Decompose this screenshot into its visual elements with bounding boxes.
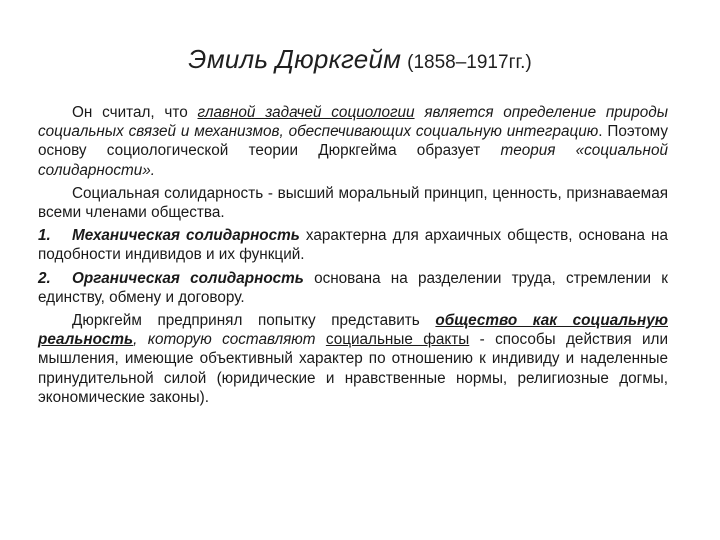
- paragraph-solidarity: [38, 184, 668, 222]
- slide-body: [38, 103, 668, 407]
- list-term: Механическая солидарность: [72, 227, 300, 245]
- title-years: (1858–1917гг.): [407, 52, 532, 73]
- p1-theory: теория «социальной солидарности»: [38, 142, 668, 179]
- paragraph-main-task: [38, 103, 668, 180]
- list-item-organic: [38, 269, 668, 307]
- p5-social-facts: социальные факты: [325, 331, 470, 349]
- p5-mid: , которую составляют: [133, 331, 326, 349]
- p1-lead: Он считал, что: [72, 104, 198, 121]
- p1-main-task-term: главной задачей социологии: [197, 104, 415, 121]
- list-item-mechanical: [38, 226, 668, 264]
- p5-social-reality-term: общество как социальную реальность: [38, 312, 668, 349]
- title-name: Эмиль Дюркгейм: [188, 44, 402, 74]
- p1-end: .: [150, 161, 156, 179]
- paragraph-social-reality: [38, 311, 668, 407]
- list-number: 2.: [38, 269, 51, 287]
- p1-normal: . Поэтому основу социологической теории Дюркгейма образует: [38, 123, 668, 160]
- p1-definition: является определение природы социальных связей и механизмов, обеспечивающих социальную интеграцию: [38, 104, 669, 141]
- list-text: характерна для архаичных обществ, основана на подобности индивидов и их функций.: [38, 227, 668, 264]
- list-text: основана на разделении труда, стремлении к единству, обмену и договору.: [38, 269, 668, 306]
- p5-tail: - способы действия или мышления, имеющие объективный характер по отношению к индивиду и наделенные принудительной силой (юридические и нравственные нормы, религиозные догмы, экономические законы).: [38, 331, 668, 406]
- slide-title: [0, 44, 720, 75]
- list-number: 1.: [38, 227, 51, 245]
- p2-text: Социальная солидарность - высший моральный принцип, ценность, признаваемая всеми членами общества.: [38, 184, 668, 222]
- list-term: Органическая солидарность: [72, 269, 304, 287]
- p5-lead: Дюркгейм предпринял попытку представить: [72, 312, 436, 330]
